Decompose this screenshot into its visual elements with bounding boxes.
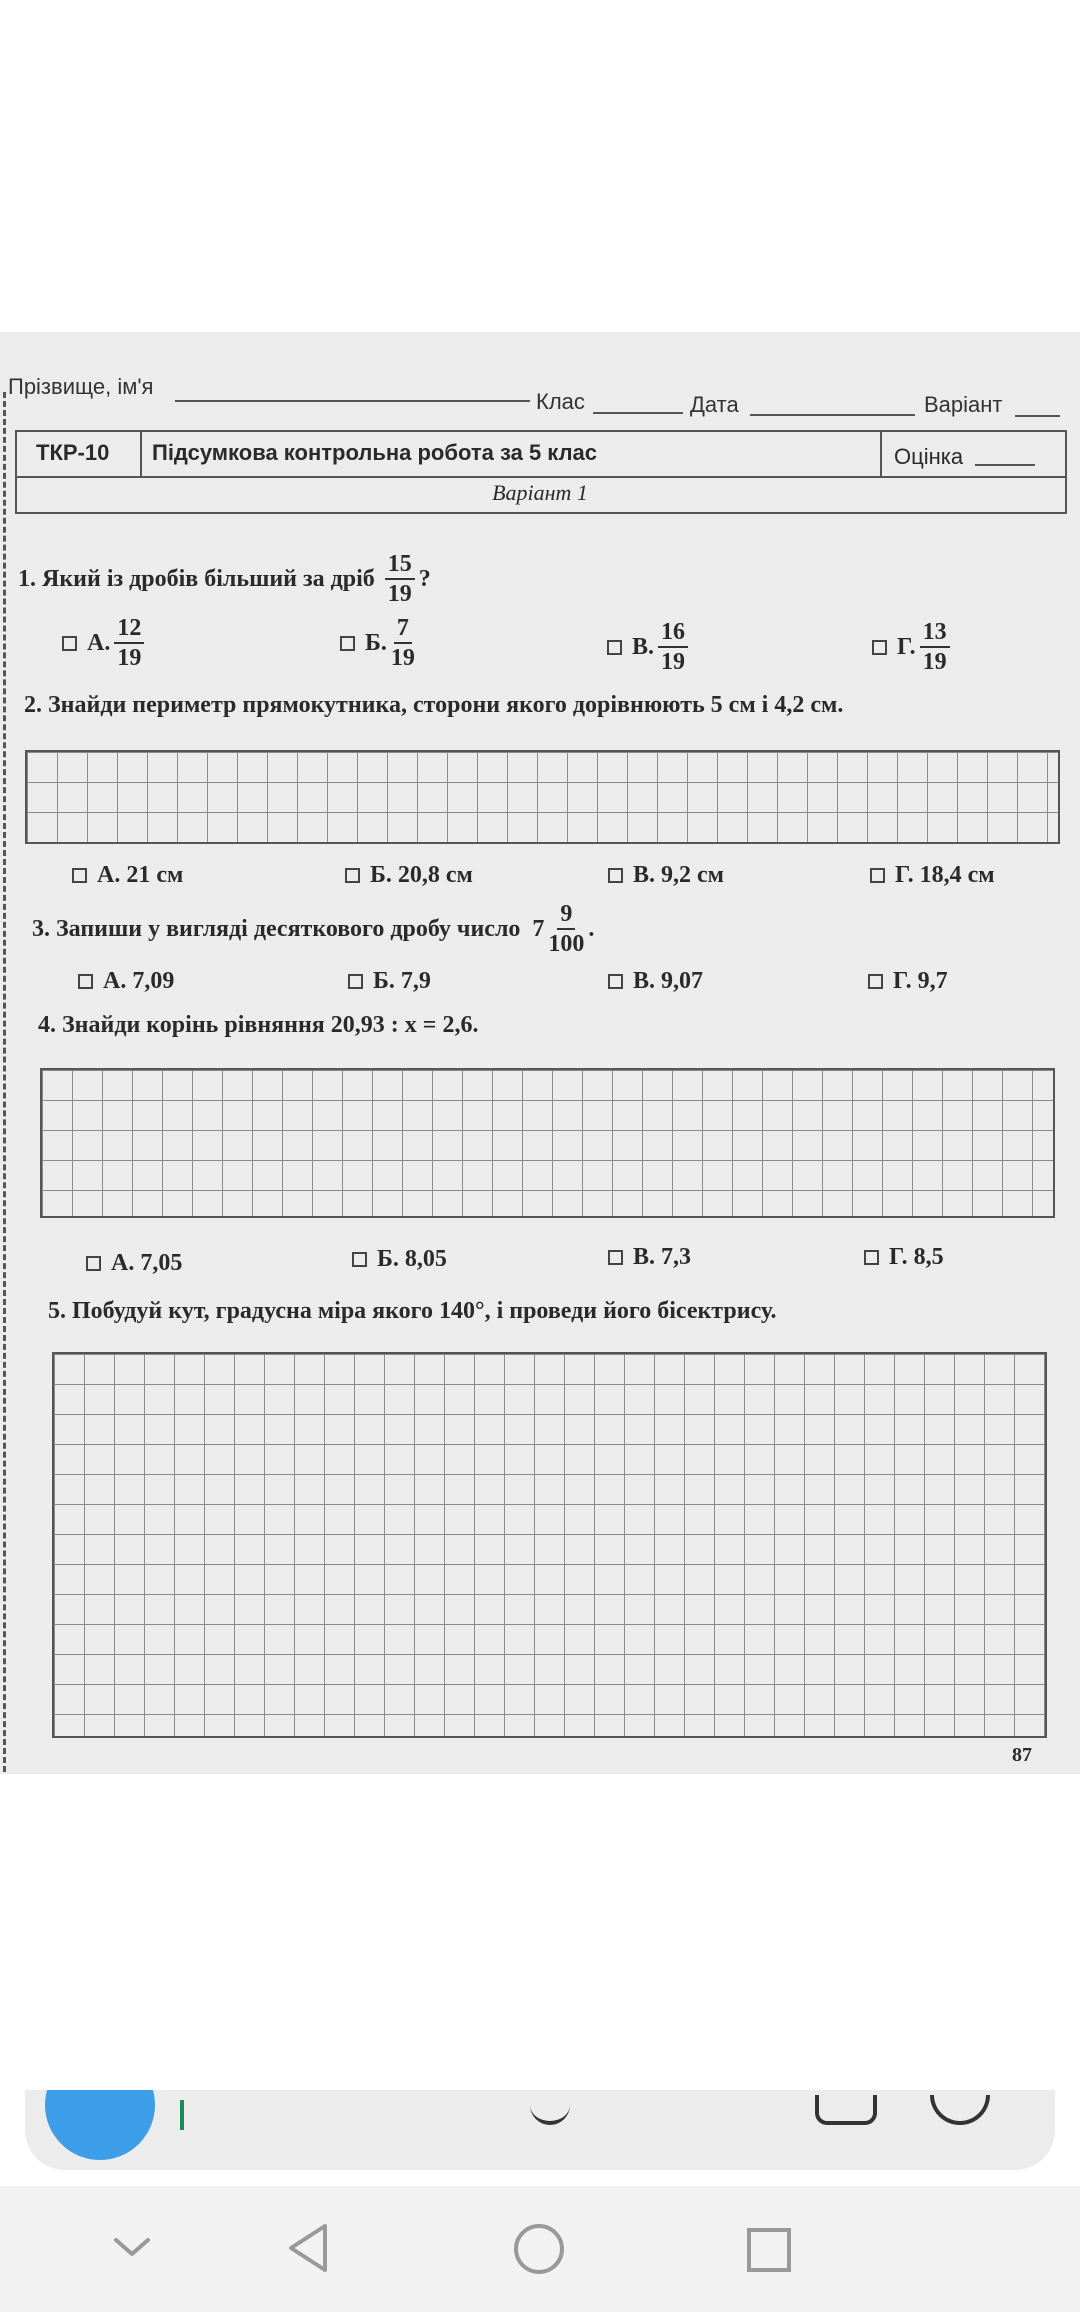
- fraction-numerator: 16: [658, 618, 688, 648]
- q3-option-a[interactable]: [78, 968, 174, 995]
- q2-option-c[interactable]: [608, 862, 724, 889]
- bottom-toolbar: [25, 2090, 1055, 2170]
- fraction-numerator: 7: [394, 614, 412, 644]
- question-4-text: 4. Знайди корінь рівняння 20,93 : x = 2,6.: [38, 1012, 479, 1038]
- checkbox[interactable]: [608, 974, 623, 989]
- grid-area[interactable]: [40, 1068, 1055, 1218]
- text-cursor: [180, 2100, 184, 2130]
- name-blank: [175, 400, 530, 402]
- q3-option-c[interactable]: [608, 968, 703, 995]
- checkbox[interactable]: [72, 868, 87, 883]
- system-nav-bar: [0, 2186, 1080, 2312]
- checkbox[interactable]: [78, 974, 93, 989]
- q2-option-d[interactable]: [870, 862, 995, 889]
- period: .: [588, 915, 595, 942]
- date-label: Дата: [690, 392, 739, 417]
- option-label: В. 9,07: [633, 968, 704, 994]
- checkbox[interactable]: [86, 1256, 101, 1271]
- checkbox[interactable]: [864, 1250, 879, 1265]
- option-label: В.: [632, 633, 655, 660]
- question-3: [32, 900, 594, 958]
- fraction: [920, 618, 950, 676]
- grade-label: Оцінка: [894, 444, 964, 469]
- drawing-grid[interactable]: [52, 1352, 1047, 1738]
- variant-title: Варіант 1: [492, 480, 588, 505]
- divider: [140, 430, 142, 478]
- page-number: 87: [1012, 1744, 1032, 1766]
- checkbox[interactable]: [608, 868, 623, 883]
- option-label: Б.: [365, 629, 387, 656]
- checkbox[interactable]: [62, 636, 77, 651]
- worksheet-photo: [0, 332, 1080, 1774]
- fraction-denominator: 100: [548, 931, 585, 957]
- question-3-text: 3. Запиши у вигляді десяткового дробу число: [32, 915, 521, 942]
- fraction-denominator: 19: [922, 649, 947, 675]
- option-label: Г.: [897, 633, 916, 660]
- fraction-numerator: 12: [114, 614, 144, 644]
- class-label: Клас: [536, 389, 585, 414]
- fraction-denominator: 19: [387, 581, 412, 607]
- class-blank: [593, 412, 683, 414]
- divider: [880, 430, 882, 478]
- checkbox[interactable]: [607, 640, 622, 655]
- fraction: [385, 550, 415, 608]
- test-code: ТКР-10: [36, 440, 110, 465]
- option-label: Г. 18,4 см: [895, 862, 995, 888]
- date-blank: [750, 414, 915, 416]
- q1-option-d[interactable]: [872, 618, 954, 676]
- keyboard-icon[interactable]: [815, 2095, 877, 2125]
- variant-blank: [1015, 415, 1060, 417]
- microphone-icon[interactable]: [530, 2095, 570, 2125]
- fraction: [548, 900, 584, 958]
- fraction: [391, 614, 415, 672]
- q4-option-d[interactable]: [864, 1244, 944, 1271]
- option-label: А.: [87, 629, 111, 656]
- question-mark: ?: [418, 565, 431, 592]
- grid-area[interactable]: [25, 750, 1060, 844]
- option-label: В. 9,2 см: [633, 862, 725, 888]
- q3-option-b[interactable]: [348, 968, 431, 995]
- checkbox[interactable]: [868, 974, 883, 989]
- q4-option-c[interactable]: [608, 1244, 691, 1271]
- option-label: А. 21 см: [97, 862, 184, 888]
- test-title: Підсумкова контрольна робота за 5 клас: [152, 440, 598, 465]
- question-2-text: 2. Знайди периметр прямокутника, сторони якого дорівнюють 5 см і 4,2 см.: [24, 692, 844, 718]
- variant-label: Варіант: [924, 392, 1003, 417]
- option-label: В. 7,3: [633, 1244, 692, 1270]
- chevron-down-icon[interactable]: [112, 2232, 152, 2262]
- checkbox[interactable]: [608, 1250, 623, 1265]
- back-icon[interactable]: [285, 2222, 331, 2274]
- fab-button[interactable]: [45, 2090, 155, 2160]
- recents-icon[interactable]: [745, 2226, 793, 2274]
- checkbox[interactable]: [870, 868, 885, 883]
- option-label: Г. 8,5: [889, 1244, 944, 1270]
- fraction-numerator: 13: [920, 618, 950, 648]
- q2-option-a[interactable]: [72, 862, 183, 889]
- fraction-denominator: 19: [117, 645, 142, 671]
- name-label: Прізвище, ім'я: [8, 374, 154, 399]
- question-1: [18, 550, 431, 608]
- q4-option-b[interactable]: [352, 1246, 447, 1273]
- fraction-denominator: 19: [661, 649, 686, 675]
- q1-option-a[interactable]: [62, 614, 148, 672]
- cut-line: [3, 392, 9, 1772]
- grade-blank: [975, 464, 1035, 466]
- q1-option-b[interactable]: [340, 614, 419, 672]
- fraction: [114, 614, 144, 672]
- fraction: [658, 618, 688, 676]
- checkbox[interactable]: [352, 1252, 367, 1267]
- checkbox[interactable]: [348, 974, 363, 989]
- checkbox[interactable]: [345, 868, 360, 883]
- q3-option-d[interactable]: [868, 968, 948, 995]
- mixed-whole: 7: [532, 915, 545, 942]
- q1-option-c[interactable]: [607, 618, 692, 676]
- fraction-numerator: 15: [385, 550, 415, 580]
- option-label: А. 7,05: [111, 1250, 183, 1276]
- q2-option-b[interactable]: [345, 862, 473, 889]
- home-icon[interactable]: [512, 2222, 566, 2276]
- fraction-denominator: 19: [390, 645, 415, 671]
- option-label: Б. 20,8 см: [370, 862, 473, 888]
- option-label: А. 7,09: [103, 968, 175, 994]
- option-label: Б. 7,9: [373, 968, 431, 994]
- option-label: Г. 9,7: [893, 968, 948, 994]
- q4-option-a[interactable]: [86, 1250, 182, 1277]
- checkbox[interactable]: [340, 636, 355, 651]
- question-1-text: 1. Який із дробів більший за дріб: [18, 565, 375, 592]
- fraction-numerator: 9: [557, 900, 575, 930]
- option-label: Б. 8,05: [377, 1246, 447, 1272]
- checkbox[interactable]: [872, 640, 887, 655]
- sticker-icon[interactable]: [930, 2095, 990, 2125]
- question-5-text: 5. Побудуй кут, градусна міра якого 140°, і проведи його бісектрису.: [48, 1298, 777, 1324]
